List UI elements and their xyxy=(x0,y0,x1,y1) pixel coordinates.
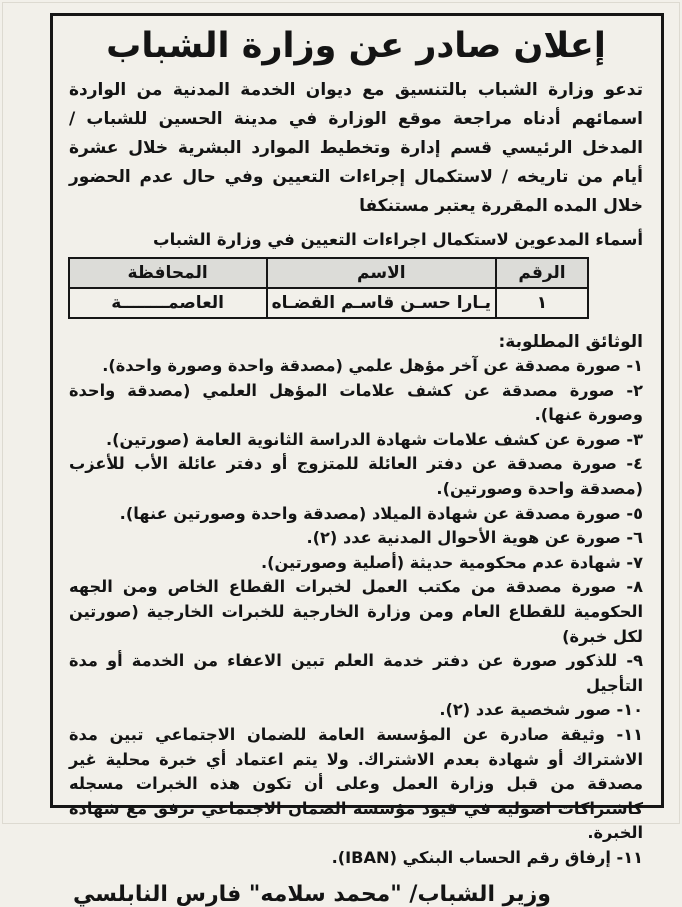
list-item: ٩- للذكور صورة عن دفتر خدمة العلم تبين الاعفاء من الخدمة أو مدة التأجيل xyxy=(69,651,643,695)
table-row xyxy=(69,288,588,318)
documents-heading: الوثائق المطلوبة: xyxy=(498,332,643,352)
list-item: ٢- صورة مصدقة عن كشف علامات المؤهل العلمي (مصدقة واحدة وصورة عنها). xyxy=(69,380,643,425)
table-header-number: الرقم xyxy=(496,258,588,288)
list-item: ٦- صورة عن هوية الأحوال المدنية عدد (٢). xyxy=(306,528,643,548)
invitees-heading: أسماء المدعوين لاستكمال اجراءات التعيين في وزارة الشباب xyxy=(153,230,643,249)
list-item: ٥- صورة مصدقة عن شهادة الميلاد (مصدقة واحدة وصورتين عنها). xyxy=(119,503,643,523)
cell-governorate: العاصمــــــــة xyxy=(69,288,267,318)
announcement-frame xyxy=(50,13,664,907)
cell-number: ١ xyxy=(496,288,588,318)
list-item: ١٠- صور شخصية عدد (٢). xyxy=(439,700,643,720)
cell-name: يـارا حسـن قاسـم القضـاه xyxy=(267,288,496,318)
table-header-name: الاسم xyxy=(267,258,496,288)
invitees-table xyxy=(68,257,589,319)
page-title: إعلان صادر عن وزارة الشباب xyxy=(106,26,606,66)
intro-paragraph: تدعو وزارة الشباب بالتنسيق مع ديوان الخدمة المدنية من الواردة اسمائهم أدناه مراجعة موقع الوزارة في مدينة الحسين للشباب / المدخل الرئيسي قسم إدارة وتخطيط الموارد البشرية خلال عشرة أيام من تاريخه / لاستكمال إجراءات التعيين وفي حال عدم الحضور خلال المده المقررة يعتبر مستنكفا xyxy=(69,80,643,216)
list-item: ١- صورة مصدقة عن آخر مؤهل علمي (مصدقة واحدة وصورة واحدة). xyxy=(102,356,643,375)
list-item: ٨- صورة مصدقة من مكتب العمل لخبرات القطاع الخاص ومن الجهه الحكومية للقطاع العام ومن وزارة الخارجية للخبرات الخارجية (صورتين لكل خبرة) xyxy=(69,577,643,646)
list-item: ١١- إرفاق رقم الحساب البنكي (IBAN). xyxy=(331,847,643,867)
list-item: ٧- شهادة عدم محكومية حديثة (أصلية وصورتين). xyxy=(260,552,643,572)
minister-signature: وزير الشباب/ "محمد سلامه" فارس النابلسي xyxy=(73,882,551,907)
table-header-governorate: المحافظة xyxy=(69,258,267,288)
list-item: ١١- وثيقة صادرة عن المؤسسة العامة للضمان الاجتماعي تبين مدة الاشتراك أو شهادة بعدم الاشتراك. ولا يتم اعتماد أي خبرة محلية غير مصدقة من قبل وزارة العمل وعلى أن تكون هذه الخبرات مسجله كاشتراكات اصولية في قيود مؤسسة الضمان الاجتماعي ترفق مع شهادة الخبرة. xyxy=(69,724,643,843)
table-header-row xyxy=(69,258,588,288)
list-item: ٣- صورة عن كشف علامات شهادة الدراسة الثانوية العامة (صورتين). xyxy=(105,429,643,449)
list-item: ٤- صورة مصدقة عن دفتر العائلة للمتزوج أو دفتر عائلة الأب للأعزب (مصدقة واحدة وصورتين). xyxy=(69,454,643,498)
